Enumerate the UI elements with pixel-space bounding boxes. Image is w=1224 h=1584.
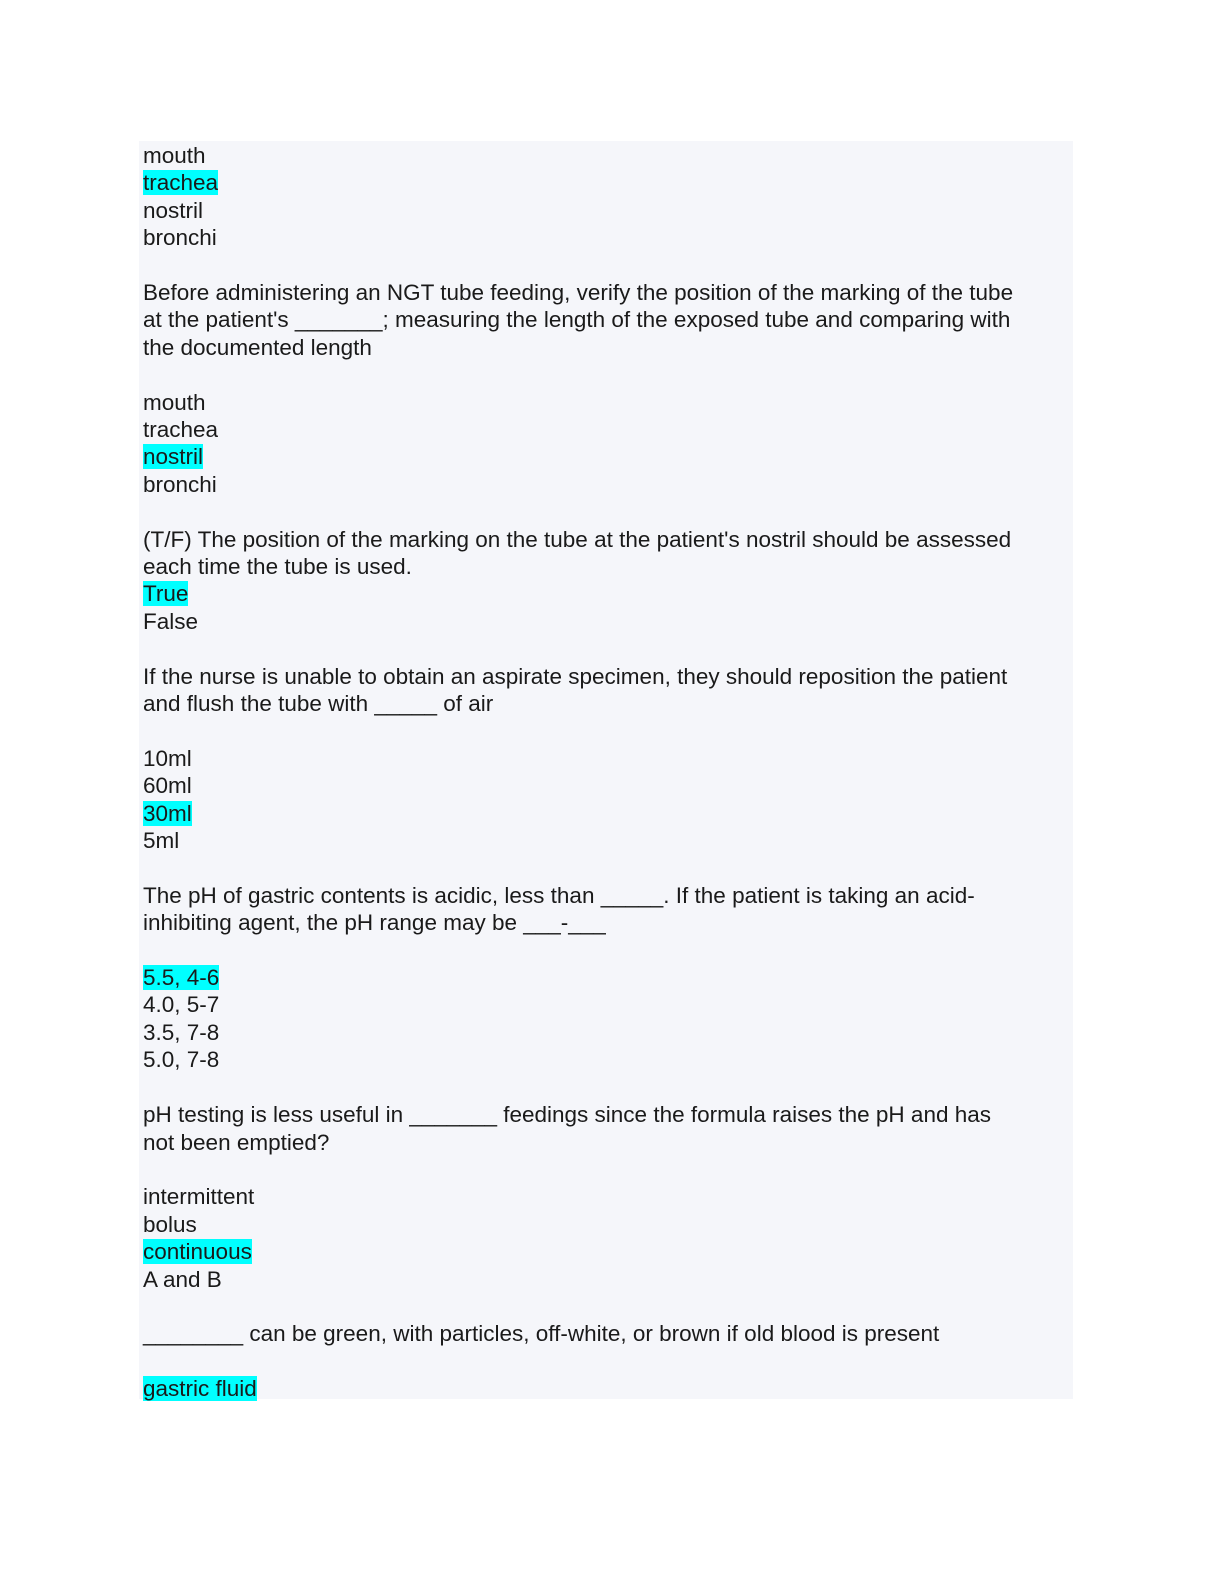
- question-block: [143, 142, 1073, 252]
- answer-option: 10ml: [143, 745, 192, 771]
- answer-option: A and B: [143, 1266, 222, 1292]
- correct-answer-highlight: trachea: [143, 170, 219, 196]
- answer-option: 5.0, 7-8: [143, 1047, 220, 1073]
- answer-option: mouth: [143, 143, 206, 168]
- answer-option: False: [143, 608, 199, 634]
- answer-option-correct: [143, 964, 1073, 991]
- question-block: [143, 1320, 1073, 1402]
- question-text: pH testing is less useful in _______ feedings since the formula raises the pH and has not been emptied?: [143, 1102, 992, 1155]
- answer-option: 5ml: [143, 828, 180, 854]
- answer-options: [143, 142, 1073, 252]
- answer-option: bronchi: [143, 225, 217, 251]
- correct-answer-highlight: 30ml: [143, 800, 192, 826]
- answer-option-correct: [143, 580, 1073, 607]
- answer-option-correct: [143, 800, 1073, 827]
- answer-option-correct: [143, 169, 1073, 196]
- question-text: The pH of gastric contents is acidic, less than _____. If the patient is taking an acid- inhibiting agent, the pH range may be ___-___: [143, 882, 975, 936]
- question-text: ________ can be green, with particles, off-white, or brown if old blood is present: [143, 1321, 940, 1347]
- answer-options: [143, 745, 1073, 855]
- question-block: [143, 663, 1073, 855]
- correct-answer-highlight: continuous: [143, 1239, 252, 1265]
- correct-answer-highlight: True: [143, 581, 189, 607]
- question-block: [143, 882, 1073, 1074]
- question-block: [143, 279, 1073, 498]
- answer-options: [143, 389, 1073, 499]
- answer-option: 60ml: [143, 773, 192, 799]
- answer-option-correct: [143, 1375, 1073, 1402]
- answer-option: 3.5, 7-8: [143, 1019, 220, 1045]
- answer-option-correct: [143, 443, 1073, 470]
- question-text: Before administering an NGT tube feeding, verify the position of the marking of the tube at the patient's _______; measuring the length of the exposed tube and comparing with the documented length: [143, 280, 1014, 360]
- correct-answer-highlight: 5.5, 4-6: [143, 965, 220, 991]
- document-content: [143, 142, 1073, 1403]
- answer-option: intermittent: [143, 1184, 255, 1210]
- answer-option: 4.0, 5-7: [143, 992, 220, 1018]
- answer-option: nostril: [143, 197, 204, 223]
- question-block: [143, 526, 1073, 636]
- correct-answer-highlight: gastric fluid: [143, 1376, 257, 1402]
- answer-option: trachea: [143, 417, 219, 443]
- answer-options: [143, 964, 1073, 1074]
- answer-option-correct: [143, 1238, 1073, 1265]
- answer-options: [143, 1375, 1073, 1402]
- answer-option: bolus: [143, 1211, 197, 1237]
- question-text: (T/F) The position of the marking on the tube at the patient's nostril should be assessed each time the tube is used.: [143, 526, 1012, 580]
- question-block: [143, 1101, 1073, 1293]
- answer-options: [143, 580, 1073, 635]
- correct-answer-highlight: nostril: [143, 444, 204, 470]
- answer-option: mouth: [143, 389, 206, 415]
- question-text: If the nurse is unable to obtain an aspirate specimen, they should reposition the patient and flush the tube with _____ of air: [143, 663, 1008, 717]
- answer-options: [143, 1183, 1073, 1293]
- answer-option: bronchi: [143, 471, 217, 497]
